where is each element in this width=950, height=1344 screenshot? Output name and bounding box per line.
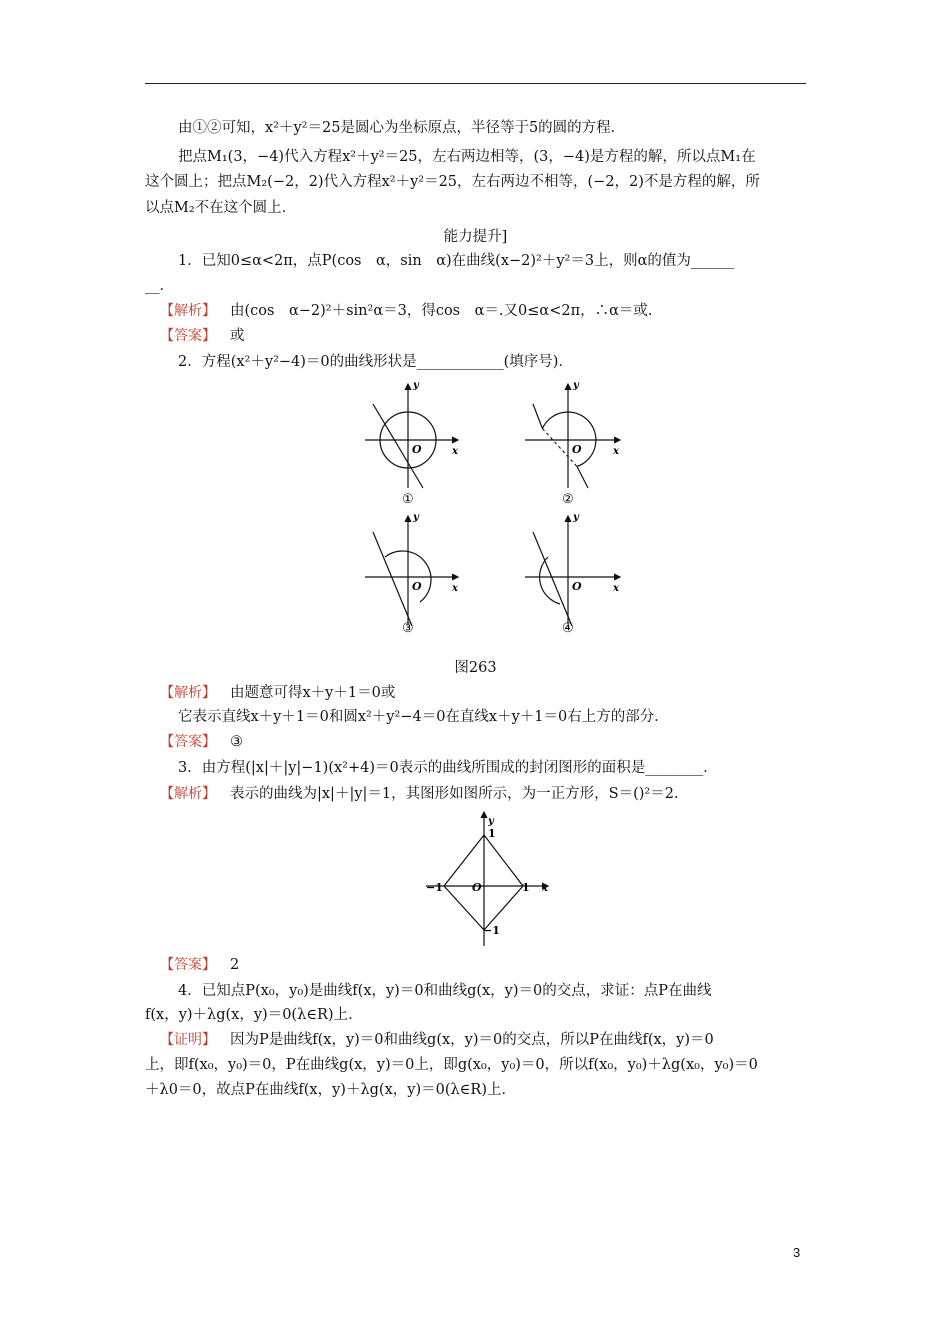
x-axis-label: x: [452, 446, 458, 457]
intro-line-1: 由①②可知，x²＋y²＝25是圆心为坐标原点，半径等于5的圆的方程．: [178, 120, 626, 136]
option-3-graph: [365, 512, 459, 636]
intro-line-2: 把点M₁(3，−4)代入方程x²＋y²＝25，左右两边相等，(3，−4)是方程的解，所以点M₁在: [178, 149, 756, 165]
q2-stem: 2．方程(x²＋y²−4)＝0的曲线形状是____________(填序号)．: [178, 354, 573, 370]
q4-proof-line-2: 上，即f(x₀，y₀)＝0，P在曲线g(x，y)＝0上，即g(x₀，y₀)＝0，所以f(x₀，y₀)＋λg(x₀，y₀)＝0: [145, 1057, 758, 1073]
section-title: 能力提升]: [443, 229, 508, 245]
q1-answer: 【答案】 或: [160, 328, 245, 344]
y-axis-label: y: [573, 380, 579, 391]
figure-caption: 图263: [454, 660, 497, 676]
analysis-tag: 【解析】: [160, 685, 216, 701]
y-axis-label: y: [413, 512, 419, 523]
option-4-label: ④: [562, 621, 574, 636]
q3-answer: 【答案】 2: [160, 957, 240, 973]
figure-263: [340, 378, 630, 638]
q3-stem: 3．由方程(|x|＋|y|−1)(x²+4)＝0表示的曲线所围成的封闭图形的面积是________．: [178, 760, 718, 776]
x-axis-label: x: [542, 883, 548, 894]
option-3-label: ③: [402, 621, 414, 636]
option-1-label: ①: [402, 492, 414, 507]
option-4-graph: [525, 512, 620, 636]
x-axis-label: x: [613, 583, 619, 594]
intro-line-3: 这个圆上；把点M₂(−2，2)代入方程x²＋y²＝25，左右两边不相等，(−2，2)不是方程的解，所: [145, 174, 760, 190]
origin-label: O: [572, 580, 582, 593]
option-2-graph: [525, 380, 620, 507]
diamond-figure: [418, 808, 558, 948]
option-2-label: ②: [562, 492, 574, 507]
q2-analysis-line-2: 它表示直线x＋y＋1＝0和圆x²＋y²−4＝0在直线x＋y＋1＝0右上方的部分．: [178, 709, 669, 725]
q2-answer: 【答案】 ③: [160, 734, 243, 750]
analysis-tag: 【解析】: [160, 786, 216, 802]
label-bottom: −1: [483, 924, 500, 937]
q4-stem-line-2: f(x，y)＋λg(x，y)＝0(λ∈R)上．: [145, 1007, 363, 1023]
q1-analysis: 【解析】 由(cos α−2)²＋sin²α＝3，得cos α＝.又0≤α<2π，∴α＝或.: [160, 303, 653, 319]
q4-proof-line-3: ＋λ0＝0，故点P在曲线f(x，y)＋λg(x，y)＝0(λ∈R)上．: [145, 1082, 516, 1098]
answer-tag: 【答案】: [160, 957, 216, 973]
q1-stem-line-1: 1．已知0≤α<2π，点P(cos α，sin α)在曲线(x−2)²＋y²＝3上，则α的值为______: [178, 253, 735, 269]
label-left: −1: [426, 881, 443, 894]
x-axis-label: x: [613, 446, 619, 457]
label-right: 1: [522, 881, 530, 894]
header-rule: [145, 83, 806, 84]
answer-tag: 【答案】: [160, 328, 216, 344]
origin-label: O: [412, 443, 422, 456]
page-number: 3: [793, 1245, 801, 1260]
analysis-tag: 【解析】: [160, 303, 216, 319]
q1-stem-line-2: __．: [145, 278, 174, 294]
proof-tag: 【证明】: [160, 1032, 216, 1048]
answer-tag: 【答案】: [160, 734, 216, 750]
label-top: 1: [488, 827, 496, 840]
q4-stem-line-1: 4．已知点P(x₀，y₀)是曲线f(x，y)＝0和曲线g(x，y)＝0的交点，求证：点P在曲线: [178, 983, 712, 999]
y-axis-label: y: [573, 512, 579, 523]
y-axis-label: y: [488, 816, 494, 827]
origin-label: O: [572, 443, 582, 456]
origin-label: O: [412, 580, 422, 593]
option-1-graph: [365, 380, 459, 507]
q3-analysis: 【解析】 表示的曲线为|x|＋|y|＝1，其图形如图所示，为一正方形，S＝()²＝2.: [160, 786, 679, 802]
y-axis-label: y: [413, 380, 419, 391]
origin-label: O: [472, 881, 482, 894]
q2-analysis-line-1: 【解析】 由题意可得x＋y＋1＝0或: [160, 685, 396, 701]
intro-line-4: 以点M₂不在这个圆上．: [145, 200, 297, 216]
x-axis-label: x: [452, 583, 458, 594]
q4-proof-line-1: 【证明】 因为P是曲线f(x，y)＝0和曲线g(x，y)＝0的交点，所以P在曲线f(x，y)＝0: [160, 1032, 714, 1048]
